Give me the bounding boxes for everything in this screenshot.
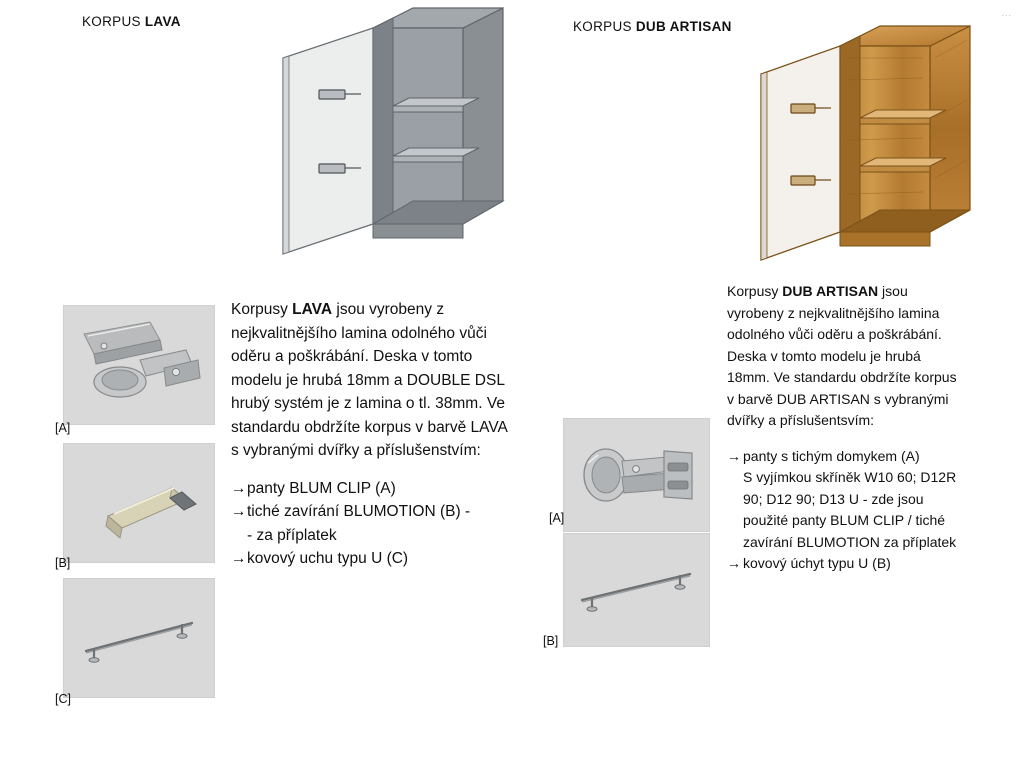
photo-label-lava-c: [C] (55, 692, 71, 706)
hinge-illustration (564, 419, 709, 531)
heading-lava-prefix: KORPUS (82, 14, 145, 29)
photo-label-dub-b: [B] (543, 634, 559, 648)
dub-rest: jsou vyrobeny z nejkvalitnějšího lamina odolného vůči oděru a poškrábání. Deska v tomto modelu je hrubá 18mm. Ve standardu obdržíte korpus v barvě DUB ARTISAN s vybranými dvířky a příslušentsvím: (727, 283, 957, 428)
cabinet-illustration-lava (275, 6, 515, 256)
cabinet-illustration-dub-artisan (755, 18, 1005, 263)
heading-lava-name: LAVA (144, 14, 181, 29)
heading-dub-name: DUB ARTISAN (635, 19, 732, 34)
list-item: → tiché zavírání BLUMOTION (B) - (231, 500, 509, 524)
lava-feature-list (231, 477, 509, 571)
photo-handle-u-dub (563, 533, 710, 647)
list-item: S vyjímkou skříněk W10 60; D12R 90; D12 90; D13 U - zde jsou použité panty BLUM CLIP / tiché zavírání BLUMOTION za příplatek (743, 469, 957, 550)
photo-hinge-blum-clip-lava (63, 305, 215, 425)
list-item: → kovový úchyt typu U (B) (727, 553, 959, 575)
dub-lead: Korpusy (727, 283, 783, 299)
heading-korpus-dub-artisan (573, 19, 732, 34)
photo-hinge-soft-close-dub (563, 418, 710, 532)
lava-lead: Korpusy (231, 301, 293, 318)
description-dub-paragraph (727, 281, 959, 432)
description-lava (231, 298, 509, 571)
dub-feature-list (727, 446, 959, 575)
corner-mark: ... (1001, 8, 1012, 18)
handle-illustration (564, 534, 709, 646)
lava-bold-name: LAVA (292, 301, 333, 318)
photo-label-lava-a: [A] (55, 421, 71, 435)
photo-label-dub-a: [A] (549, 511, 565, 525)
list-item: → panty s tichým domykem (A) (727, 446, 959, 468)
cabinet-dub-svg (755, 18, 1005, 263)
heading-korpus-lava (82, 14, 181, 29)
description-dub-artisan (727, 281, 959, 575)
heading-dub-prefix: KORPUS (573, 19, 636, 34)
handle-illustration (64, 579, 214, 697)
list-item: → panty BLUM CLIP (A) (231, 477, 509, 501)
photo-label-lava-b: [B] (55, 556, 71, 570)
photo-handle-u-lava (63, 578, 215, 698)
list-item: - za příplatek (247, 526, 337, 544)
photo-blumotion-damper-lava (63, 443, 215, 563)
cabinet-lava-svg (275, 6, 515, 256)
hinge-illustration (64, 306, 214, 424)
list-item: → kovový uchu typu U (C) (231, 547, 509, 571)
dub-bold-name: DUB ARTISAN (782, 283, 879, 299)
description-lava-paragraph (231, 298, 509, 463)
damper-illustration (64, 444, 214, 562)
lava-rest: jsou vyrobeny z nejkvalitnějšího lamina odolného vůči oděru a poškrábání. Deska v tomto modelu je hrubá 18mm a DOUBLE DSL hrubý systém je z lamina o tl. 38mm. Ve standardu obdržíte korpus v barvě LAVA s vybranými dvířky a příslušenstvím: (231, 301, 508, 459)
